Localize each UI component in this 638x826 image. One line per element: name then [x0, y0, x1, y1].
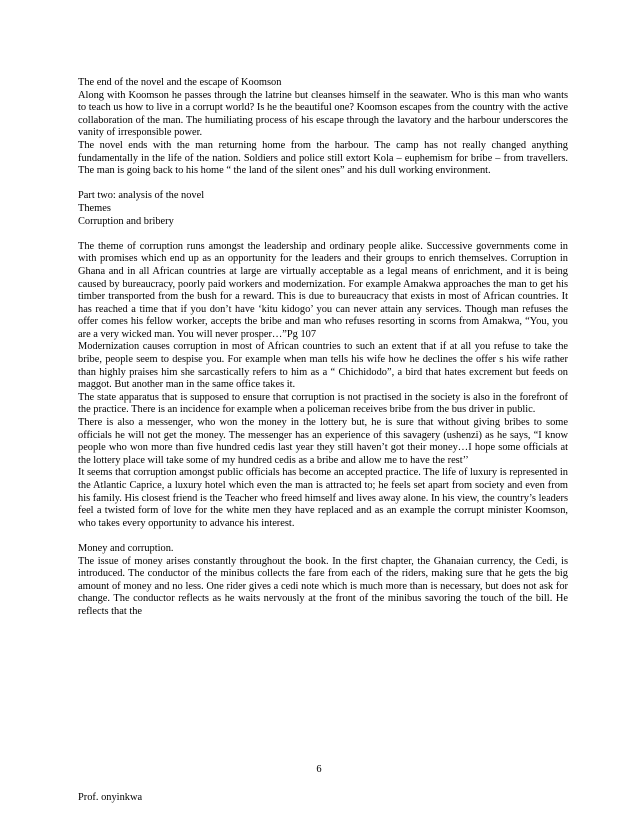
page-number: 6 — [316, 764, 322, 775]
section-heading-end-of-novel: The end of the novel and the escape of Koomson — [78, 77, 282, 88]
footer-author: Prof. onyinkwa — [78, 792, 143, 803]
paragraph-modernization: Modernization causes corruption in most of African countries to such an extent that if at all you refuse to take the bribe, people seem to despise you. For example when man tells his wife how he declines the offer s his wife rather than highly praises him she sarcastically refers to him as a “ Chichidodo”, a bird that hates excrement but feeds on maggot. But another man in the same office takes it. — [78, 341, 568, 391]
page-body — [78, 77, 568, 619]
corruption-heading: Corruption and bribery — [78, 215, 174, 227]
part-heading: Part two: analysis of the novel — [78, 190, 205, 202]
paragraph-money: The issue of money arises constantly throughout the book. In the first chapter, the Ghanaian currency, the Cedi, is introduced. The conductor of the minibus collects the fare from each of the riders, making sure that he gets the big amount of money and no less. One rider gives a cedi note which is much more than is necessary, but does not ask for change. The conductor reflects as he waits nervously at the front of the minibus savoring the touch of the bill. He reflects that the — [78, 555, 568, 617]
paragraph-novel-ending: The novel ends with the man returning home from the harbour. The camp has not really changed anything fundamentally in the life of the nation. Soldiers and police still extort Kola – euphemism for bribe – from travellers. The man is going back to his home “ the land of the silent ones” and his dull working environment. — [78, 139, 568, 177]
paragraph-escape: Along with Koomson he passes through the latrine but cleanses himself in the seawater. Who is this man who wants to teach us how to live in a corrupt world? Is he the beautiful one? Koomson escapes from the country with the active collaboration of the man. The humiliating process of his escape through the lavatory and the harbour underscores the vanity of irresponsible power. — [78, 89, 568, 139]
money-heading: Money and corruption. — [78, 542, 174, 554]
paragraph-public-officials: It seems that corruption amongst public officials has become an accepted practice. The life of luxury is represented in the Atlantic Caprice, a luxury hotel which even the man is attracted to; he feels set apart from society and even from his family. His closest friend is the Teacher who freed himself and lives away alone. In his view, the country’s leaders feel a twisted form of love for the white men they have replaced and as an example the corrupt minister Koomson, who takes every opportunity to advance his interest. — [78, 467, 568, 529]
paragraph-gap — [78, 530, 568, 543]
paragraph-gap — [78, 178, 568, 191]
paragraph-messenger: There is also a messenger, who won the money in the lottery but, he is sure that without giving bribes to some officials he will not get the money. The messenger has an experience of this savagery (ushenzi) as he says, “I know people who won more than five hundred cedis last year they still haven’t got their money…I hope some officials at the lottery place will take some of my hundred cedis as a bribe and allow me to have the rest’’ — [78, 417, 568, 466]
paragraph-gap — [78, 228, 568, 241]
paragraph-corruption-theme: The theme of corruption runs amongst the leadership and ordinary people alike. Successive governments come in with promises which end up as an opportunity for the leaders and their groups to enrich themselves. Corruption in Ghana and in all African countries at large are virtually acceptable as a legal means of enrichment, and it is being caused by bureaucracy, poorly paid workers and modernization. For example Amakwa approaches the man to get his timber transported from the bush for a reward. This is due to bureaucracy that exists in most of African countries. It has reached a time that if you don’t have ‘kitu kidogo’ you can never attain any services. Though man refuses the offer comes his fellow worker, accepts the bribe and man who refuses resorting in scorns from Amakwa, “You, you are a very wicked man. You will never prosper…”Pg 107 — [78, 240, 568, 340]
themes-heading: Themes — [78, 202, 111, 214]
paragraph-state-apparatus: The state apparatus that is supposed to ensure that corruption is not practised in the society is also in the forefront of the practice. There is an incidence for example when a policeman receives bribe from the bus driver in public. — [78, 391, 568, 416]
